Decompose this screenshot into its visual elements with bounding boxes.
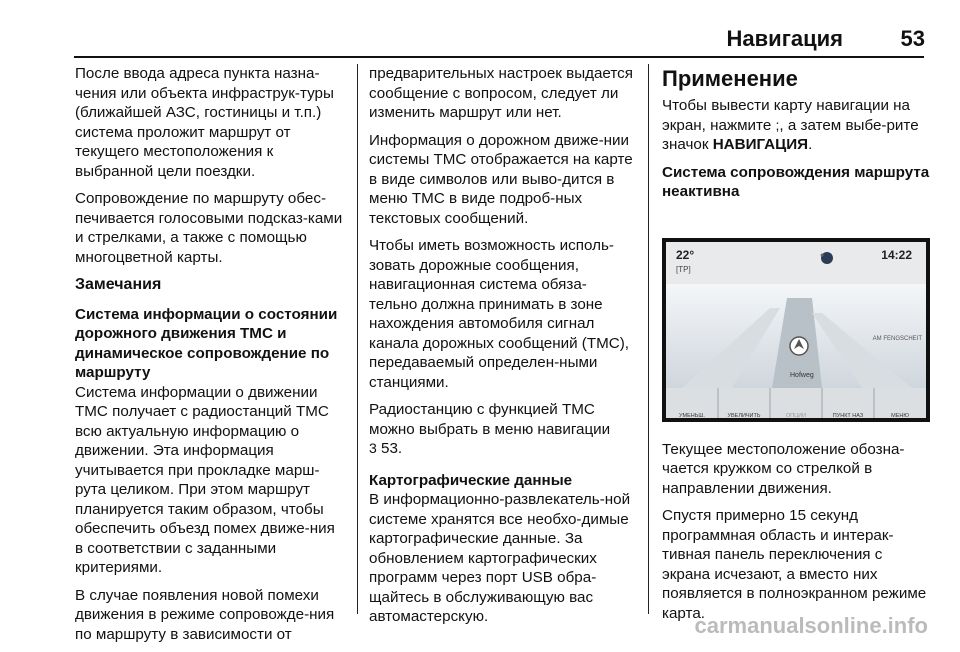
navigation-screen-illustration — [662, 238, 930, 422]
column-divider — [648, 64, 649, 614]
zoom-out-button[interactable]: УМЕНЬШ. — [679, 412, 705, 419]
page-ref-icon: 3 — [369, 440, 377, 456]
paragraph: В информационно-развлекатель-ной системе хранятся все необхо-димые картографические данные. За обновлением картографических программ через порт USB обра-щайтесь в обслуживающую вас автомастерскую. — [369, 491, 631, 625]
paragraph: Чтобы иметь возможность исполь-зовать дорожные сообщения, навигационная система обяза-тельно должна принимать в зоне нахождения автомобиля сигнал канала дорожных сообщений (TMC), передаваемый определен-ными станциями. — [369, 237, 630, 391]
subsection-heading: Система сопровождения маршрута неактивна — [662, 163, 930, 200]
paragraph: После ввода адреса пункта назна-чения или объекта инфраструк-туры (ближайшей АЗС, гостиницы и т.п.) система проложит маршрут от текущего местоположения к выбранной цели поездки. — [75, 65, 334, 180]
screen-temperature: 22° — [676, 247, 695, 262]
section-heading: Применение — [662, 66, 798, 91]
paragraph: Информация о дорожном движе-нии системы TMC отображается на карте в виде символов или выво-дится в меню TMC в виде подроб-ных текстовых сообщений. — [369, 131, 633, 227]
page-title: Навигация — [726, 26, 843, 51]
paragraph: Текущее местоположение обозна-чается кружком со стрелкой в направлении движения. — [662, 440, 905, 497]
screen-street-right: AM FENGSCHEIT — [872, 335, 922, 342]
paragraph: Спустя примерно 15 секунд программная область и интерак-тивная панель переключения с экрана исчезают, а вместо них появляется в полноэкранном режиме карта. — [662, 507, 927, 622]
screen-tp-label: [TP] — [676, 264, 691, 274]
svg-text:●: ● — [820, 251, 825, 259]
subsection-heading: Картографические данные — [369, 471, 573, 489]
options-button[interactable]: ОПЦИИ — [785, 412, 807, 419]
page-ref[interactable]: 53. — [381, 440, 403, 457]
paragraph: Сопровождение по маршруту обес-печивается голосовыми подсказ-ками и стрелками, а также с помощью многоцветной карты. — [75, 190, 343, 266]
column-divider — [357, 64, 358, 614]
paragraph: Система информации о движении TMC получает с радиостанций TMC всю актуальную информацию о движении. Эта информация учитывается при прокладке марш-рута целиком. При этом маршрут планируется таким образом, чтобы обеспечить объезд помех движе-ния в соответствии с заданными критериями. — [75, 383, 335, 576]
paragraph: Чтобы вывести карту навигации на экран, нажмите ;, а затем выбе-рите значок НАВИГАЦИЯ. — [662, 97, 919, 153]
screen-clock: 14:22 — [881, 247, 912, 262]
paragraph: В случае появления новой помехи движения в режиме сопровожде-ния по маршруту в зависимости от — [75, 586, 335, 643]
column-3 — [662, 64, 930, 631]
header-rule — [74, 56, 924, 58]
subsection-heading: Система информации о состоянии дорожного движения TMC и динамическое сопровождение по маршруту — [75, 305, 338, 381]
page-header — [0, 0, 960, 60]
menu-button[interactable]: МЕНЮ — [891, 412, 909, 419]
column-2 — [369, 64, 635, 635]
paragraph: предварительных настроек выдается сообщение с вопросом, следует ли изменить маршрут или нет. — [369, 65, 633, 121]
page-number: 53 — [900, 26, 925, 51]
watermark: carmanualsonline.info — [694, 613, 928, 638]
screen-street-center: Hofweg — [790, 371, 814, 379]
zoom-in-button[interactable]: УВЕЛИЧИТЬ — [727, 412, 761, 419]
screen-button-bar — [666, 388, 926, 418]
section-heading: Замечания — [75, 276, 162, 293]
destination-button[interactable]: ПУНКТ НАЗ — [832, 412, 864, 419]
paragraph: Радиостанцию с функцией TMC можно выбрать в меню навигации 3 53. — [369, 401, 611, 457]
column-1 — [75, 64, 347, 652]
home-icon: ; — [775, 116, 780, 133]
